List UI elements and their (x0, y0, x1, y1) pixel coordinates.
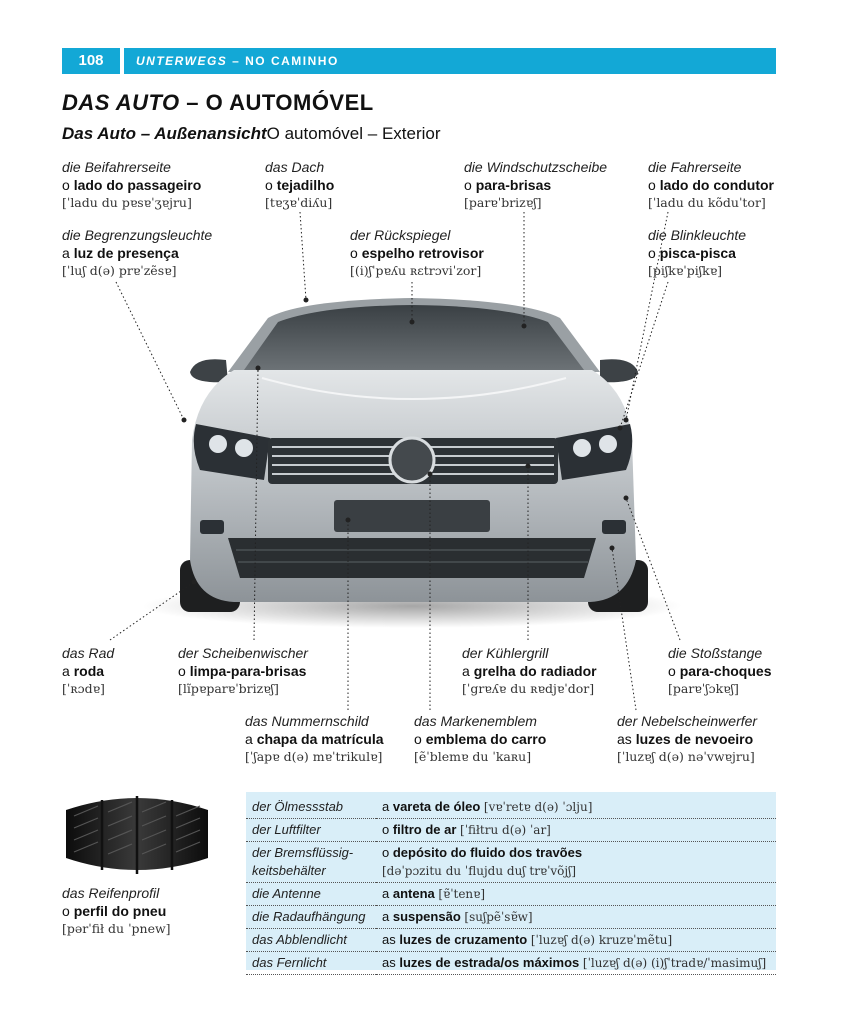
fog-light-right (602, 520, 626, 534)
label-nummernschild (245, 712, 384, 766)
label-pt: o tejadilho (265, 177, 335, 193)
label-pt: o lado do condutor (648, 177, 775, 193)
table-row (246, 842, 776, 883)
label-pt: a roda (62, 663, 105, 679)
label-pt: o espelho retrovisor (350, 245, 484, 261)
table-row (246, 883, 776, 906)
label-ipa: [parɐˈʃɔkɐʃ] (668, 681, 739, 696)
label-windschutzscheibe (464, 158, 607, 212)
label-pt: a luz de presença (62, 245, 179, 261)
label-beifahrerseite (62, 158, 201, 212)
label-pt: o pisca-pisca (648, 245, 736, 261)
label-de: der Nebelscheinwerfer (617, 713, 758, 729)
vocab-de: der Bremsflüssig- keitsbehälter (246, 842, 376, 883)
label-ipa: [ẽˈblemɐ du ˈkaʀu] (414, 749, 532, 764)
vocab-de: die Antenne (246, 883, 376, 906)
table-row (246, 952, 776, 975)
label-de: die Begrenzungsleuchte (62, 227, 213, 243)
label-pt: as luzes de nevoeiro (617, 731, 754, 747)
label-de: der Rückspiegel (350, 227, 451, 243)
label-de: das Reifenprofil (62, 885, 160, 901)
vocab-de: der Luftfilter (246, 819, 376, 842)
label-de: das Markenemblem (414, 713, 537, 729)
title-pt: O AUTOMÓVEL (205, 90, 374, 115)
label-pt: o limpa-para-brisas (178, 663, 307, 679)
label-pt: a grelha do radiador (462, 663, 597, 679)
section-sep: – (227, 54, 246, 68)
table-row (246, 796, 776, 819)
label-reifenprofil (62, 884, 171, 938)
label-dach (265, 158, 334, 212)
label-ipa: [ˈluʃ d(ə) prɐˈzẽsɐ] (62, 263, 177, 278)
label-de: die Beifahrerseite (62, 159, 171, 175)
vocab-pt: as luzes de cruzamento [ˈluzɐʃ d(ə) kruzɐˈmẽtu] (376, 929, 776, 952)
headlight-left-lens2 (235, 439, 253, 457)
label-rueckspiegel (350, 226, 484, 280)
vocab-pt: o depósito do fluido dos travões [dəˈpɔzitu du ˈflujdu duʃ trɐˈvõjʃ] (376, 842, 776, 883)
title-sep: – (179, 90, 206, 115)
label-ipa: [ˈʀɔdɐ] (62, 681, 105, 696)
label-blinkleuchte (648, 226, 746, 280)
label-ipa: [(i)ʃˈpɐʎu ʀɛtrɔviˈzor] (350, 263, 482, 278)
table-row (246, 929, 776, 952)
section-de: UNTERWEGS (136, 54, 228, 68)
vocab-pt: o filtro de ar [ˈfiłtru d(ə) ˈar] (376, 819, 776, 842)
label-ipa: [piʃkɐˈpiʃkɐ] (648, 263, 723, 278)
label-de: der Scheibenwischer (178, 645, 308, 661)
label-ipa: [ˈladu du kõduˈtor] (648, 195, 766, 210)
label-ipa: [parɐˈbrizɐʃ] (464, 195, 542, 210)
label-de: das Rad (62, 645, 115, 661)
label-nebelscheinwerfer (617, 712, 757, 766)
vocab-pt: a vareta de óleo [vɐˈretɐ d(ə) ˈɔlju] (376, 796, 776, 819)
license-plate (334, 500, 490, 532)
label-pt: o perfil do pneu (62, 903, 167, 919)
title-de: DAS AUTO (62, 90, 180, 115)
label-fahrerseite (648, 158, 774, 212)
table-row (246, 906, 776, 929)
section-pt: NO CAMINHO (245, 54, 339, 68)
subtitle-de: Das Auto – Außenansicht (62, 124, 267, 143)
lower-intake (228, 538, 596, 578)
label-de: der Kühlergrill (462, 645, 549, 661)
vocab-de: das Fernlicht (246, 952, 376, 975)
label-de: das Dach (265, 159, 325, 175)
label-ipa: [tɐʒɐˈdiʎu] (265, 195, 333, 210)
label-de: die Stoßstange (668, 645, 763, 661)
label-pt: o para-choques (668, 663, 772, 679)
headlight-right-lens2 (573, 439, 591, 457)
label-pt: o emblema do carro (414, 731, 547, 747)
label-pt: o lado do passageiro (62, 177, 202, 193)
car-emblem (390, 438, 434, 482)
vocab-pt: a suspensão [suʃpẽˈsɐ̃w] (376, 906, 776, 929)
label-stossstange (668, 644, 772, 698)
label-ipa: [ˈʃapɐ d(ə) mɐˈtrikulɐ] (245, 749, 383, 764)
label-markenemblem (414, 712, 546, 766)
label-ipa: [ˈladu du pɐsɐˈʒɐjru] (62, 195, 192, 210)
fog-light-left (200, 520, 224, 534)
label-de: die Fahrerseite (648, 159, 742, 175)
subtitle-pt: O automóvel – Exterior (266, 124, 441, 143)
vocab-de: das Abblendlicht (246, 929, 376, 952)
label-pt: a chapa da matrícula (245, 731, 384, 747)
vocab-pt: as luzes de estrada/os máximos [ˈluzɐʃ d(ə) (i)ʃˈtradɐ/ˈmasimuʃ] (376, 952, 776, 975)
headlight-right-lens (599, 435, 617, 453)
label-ipa: [ˈgrɐʎɐ du ʀɐdjɐˈdor] (462, 681, 595, 696)
vocab-de: die Radaufhängung (246, 906, 376, 929)
table-row (246, 819, 776, 842)
vocab-pt: a antena [ɐ̃ˈtenɐ] (376, 883, 776, 906)
mirror-right (600, 359, 638, 382)
label-ipa: [lĩpɐparɐˈbrizɐʃ] (178, 681, 279, 696)
label-pt: o para-brisas (464, 177, 552, 193)
page-number: 108 (62, 48, 120, 74)
label-ipa: [pərˈfił du ˈpnew] (62, 921, 171, 936)
label-de: das Nummernschild (245, 713, 369, 729)
label-ipa: [ˈluzɐʃ d(ə) nəˈvwɐjru] (617, 749, 755, 764)
vocab-table (246, 796, 776, 975)
label-kuehlergrill (462, 644, 597, 698)
label-de: die Windschutzscheibe (464, 159, 608, 175)
vocab-de: der Ölmessstab (246, 796, 376, 819)
label-scheibenwischer (178, 644, 308, 698)
headlight-left-lens (209, 435, 227, 453)
tire-tread-image (62, 792, 212, 876)
label-de: die Blinkleuchte (648, 227, 747, 243)
label-rad (62, 644, 114, 698)
label-begrenzungsleuchte (62, 226, 212, 280)
